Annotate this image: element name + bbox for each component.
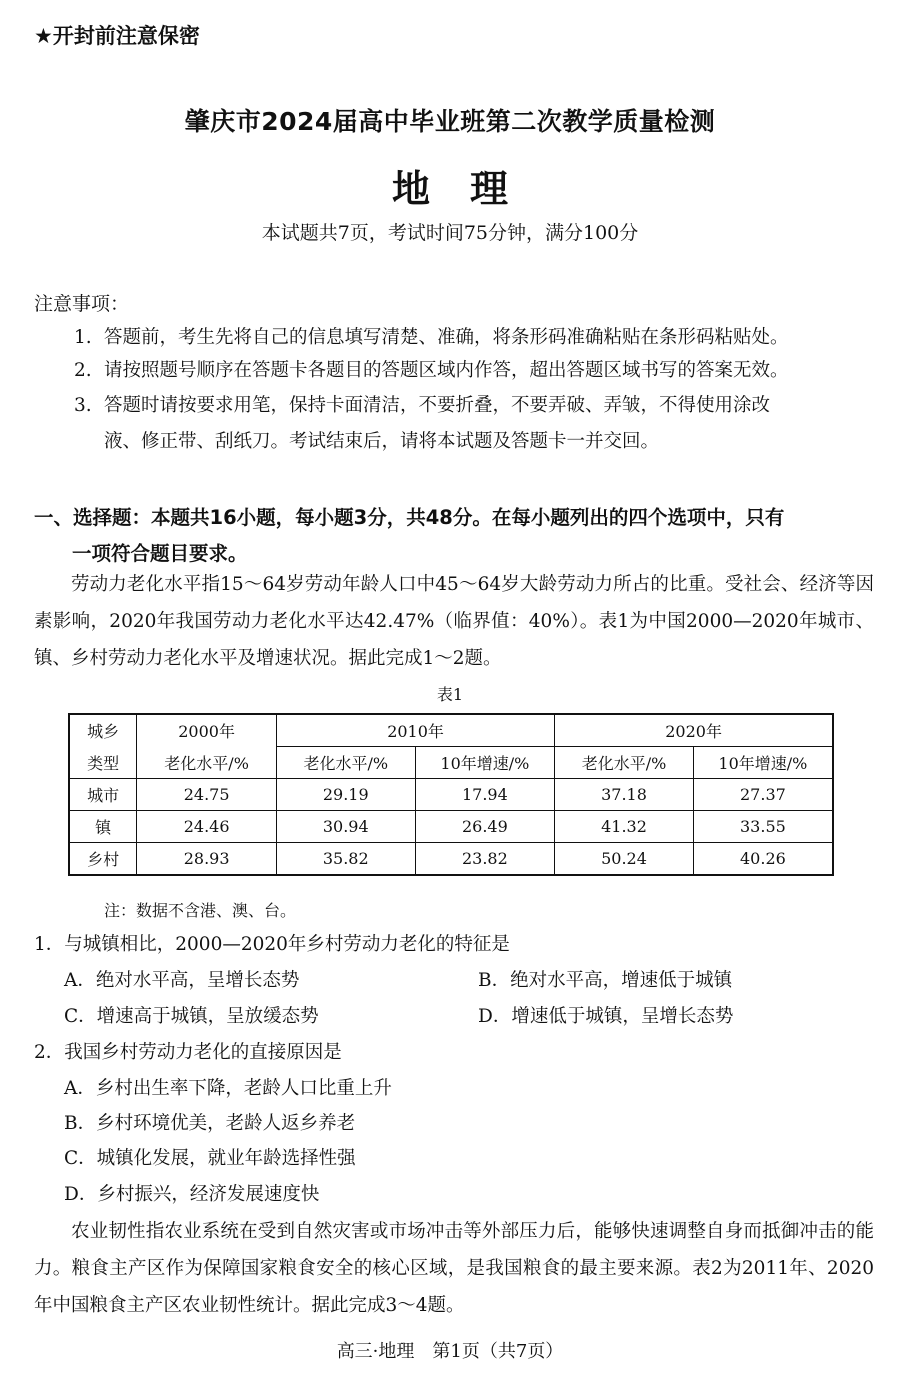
notice-item-text-cont: 液、修正带、刮纸刀。考试结束后，请将本试题及答题卡一并交回。 [104, 431, 660, 452]
question-1-option-b: B．绝对水平高，增速低于城镇 [478, 970, 733, 991]
question-1-option-c: C．增速高于城镇，呈放缓态势 [64, 1006, 319, 1027]
cell-value: 26.49 [415, 811, 555, 843]
header-type: 城乡 [69, 714, 137, 747]
header-type-2: 类型 [69, 747, 137, 779]
section-heading [34, 500, 874, 572]
notice-item-text: 答题前，考生先将自己的信息填写清楚、准确，将条形码准确粘贴在条形码粘贴处。 [104, 327, 789, 348]
cell-value: 24.46 [137, 811, 277, 843]
aging-table [68, 713, 834, 876]
table-caption: 表1 [436, 685, 464, 704]
cell-value: 50.24 [555, 843, 694, 876]
cell-value: 30.94 [276, 811, 415, 843]
question-2-option-d: D．乡村振兴，经济发展速度快 [64, 1184, 320, 1205]
material-paragraph-1: 劳动力老化水平指15～64岁劳动年龄人口中45～64岁大龄劳动力所占的比重。受社会、经济等因素影响，2020年我国劳动力老化水平达42.47%（临界值：40%）。表1为中国2000—2020年城市、镇、乡村劳动力老化水平及增速状况。据此完成1～2题。 [34, 574, 874, 669]
cell-value: 27.37 [693, 779, 833, 811]
header-growth-2010: 10年增速/% [415, 747, 555, 779]
question-2-option-b: B．乡村环境优美，老龄人返乡养老 [64, 1113, 356, 1134]
header-level-2010: 老化水平/% [276, 747, 415, 779]
notice-item-2 [74, 353, 874, 389]
cell-value: 17.94 [415, 779, 555, 811]
cell-value: 40.26 [693, 843, 833, 876]
cell-value: 29.19 [276, 779, 415, 811]
cell-value: 37.18 [555, 779, 694, 811]
exam-info: 本试题共7页，考试时间75分钟，满分100分 [261, 222, 639, 244]
notice-item-text: 请按照题号顺序在答题卡各题目的答题区域内作答，超出答题区域书写的答案无效。 [104, 360, 789, 381]
header-level-2000: 老化水平/% [137, 747, 277, 779]
question-2-option-a: A．乡村出生率下降，老龄人口比重上升 [64, 1078, 392, 1099]
cell-type: 镇 [69, 811, 137, 843]
notice-item-number: 2. [74, 360, 92, 381]
section-heading-line1: 一、选择题：本题共16小题，每小题3分，共48分。在每小题列出的四个选项中，只有 [34, 506, 785, 529]
cell-value: 35.82 [276, 843, 415, 876]
subject-title: 地理 [391, 167, 548, 211]
question-1-stem: 1．与城镇相比，2000—2020年乡村劳动力老化的特征是 [34, 934, 510, 955]
table-subheader-row [69, 747, 833, 779]
confidential-label: ★开封前注意保密 [34, 24, 200, 48]
table-row [69, 843, 833, 876]
table-note: 注：数据不含港、澳、台。 [104, 901, 297, 920]
notice-title: 注意事项： [34, 293, 130, 315]
page-footer: 高三·地理 第1页（共7页） [336, 1341, 564, 1362]
table-row [69, 811, 833, 843]
question-2-stem: 2．我国乡村劳动力老化的直接原因是 [34, 1042, 342, 1063]
question-1-option-d: D．增速低于城镇，呈增长态势 [478, 1006, 734, 1027]
header-level-2020: 老化水平/% [555, 747, 694, 779]
cell-value: 41.32 [555, 811, 694, 843]
section-heading-line2: 一项符合题目要求。 [72, 542, 248, 565]
notice-item-number: 1. [74, 327, 92, 348]
notice-item-3 [74, 388, 874, 460]
notice-item-text: 答题时请按要求用笔，保持卡面清洁，不要折叠，不要弄破、弄皱，不得使用涂改 [104, 395, 771, 416]
cell-type: 乡村 [69, 843, 137, 876]
question-2-option-c: C．城镇化发展，就业年龄选择性强 [64, 1148, 356, 1169]
cell-value: 23.82 [415, 843, 555, 876]
material-paragraph-2: 农业韧性指农业系统在受到自然灾害或市场冲击等外部压力后，能够快速调整自身而抵御冲击的能力。粮食主产区作为保障国家粮食安全的核心区域，是我国粮食的最主要来源。表2为2011年、2020年中国粮食主产区农业韧性统计。据此完成3～4题。 [34, 1221, 874, 1316]
header-2000: 2000年 [137, 714, 277, 747]
notice-item-number: 3. [74, 395, 92, 416]
exam-title: 肇庆市2024届高中毕业班第二次教学质量检测 [184, 107, 716, 136]
header-growth-2020: 10年增速/% [693, 747, 833, 779]
cell-value: 24.75 [137, 779, 277, 811]
notice-item-1 [74, 320, 874, 356]
table-header-row [69, 714, 833, 747]
question-1-option-a: A．绝对水平高，呈增长态势 [64, 970, 300, 991]
header-2010: 2010年 [276, 714, 554, 747]
header-2020: 2020年 [555, 714, 833, 747]
table-row [69, 779, 833, 811]
cell-type: 城市 [69, 779, 137, 811]
cell-value: 33.55 [693, 811, 833, 843]
cell-value: 28.93 [137, 843, 277, 876]
